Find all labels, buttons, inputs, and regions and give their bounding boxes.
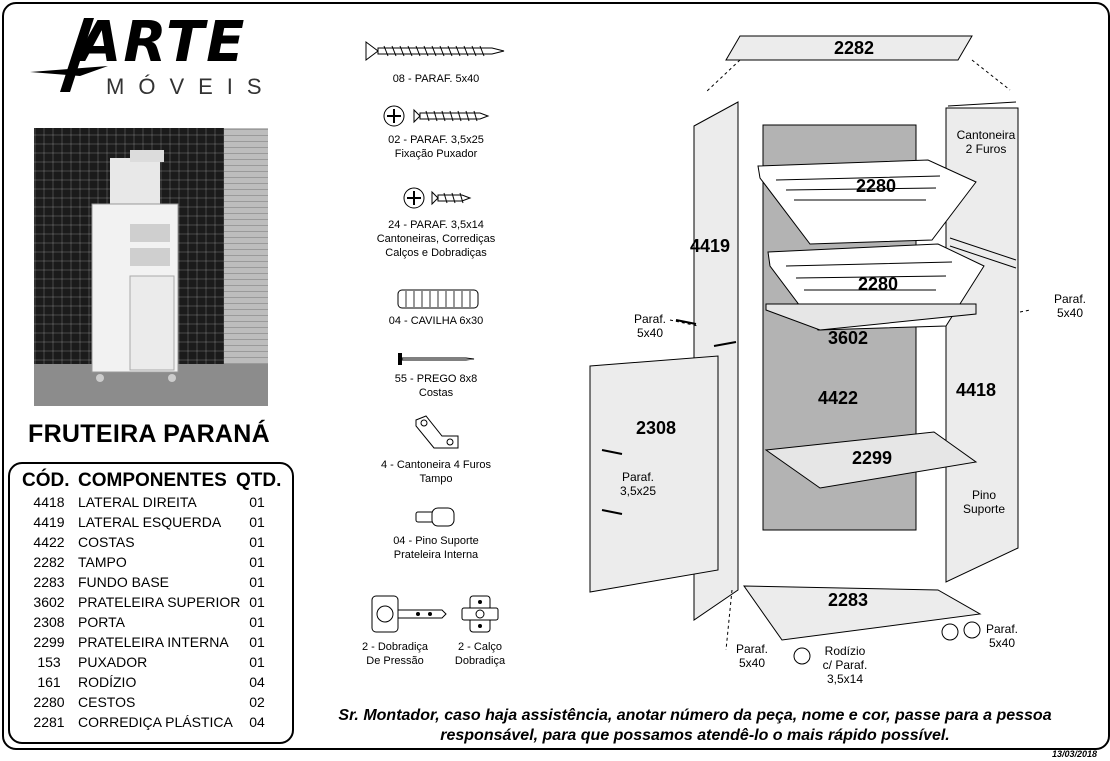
label-paraf-right: Paraf. 5x40 bbox=[1053, 292, 1086, 320]
label-cantoneira: Cantoneira 2 Furos bbox=[956, 128, 1016, 156]
part-basket-2: 2280 bbox=[858, 274, 899, 294]
table-row: 3602 PRATELEIRA SUPERIOR 01 bbox=[33, 594, 265, 610]
table-row: 2281 CORREDIÇA PLÁSTICA 04 bbox=[33, 714, 265, 730]
table-row: 2280 CESTOS 02 bbox=[33, 694, 265, 710]
nail-label: 55 - PREGO 8x8 Costas bbox=[394, 373, 478, 399]
label-paraf-bottom-right: Paraf. 5x40 bbox=[985, 622, 1018, 650]
label-paraf-left: Paraf. 5x40 bbox=[633, 312, 666, 340]
screw-35x25-icon bbox=[382, 104, 492, 128]
label-paraf-bottom-left: Paraf. 5x40 bbox=[735, 642, 768, 670]
screw-35x14-icon bbox=[402, 186, 474, 210]
part-door: 2308 bbox=[636, 418, 677, 438]
table-row: 4418 LATERAL DIREITA 01 bbox=[33, 494, 265, 510]
table-row: 2299 PRATELEIRA INTERNA 01 bbox=[33, 634, 265, 650]
product-title: FRUTEIRA PARANÁ bbox=[28, 420, 270, 448]
label-paraf-door: Paraf. 3,5x25 bbox=[619, 470, 657, 498]
screw-35x25-label: 02 - PARAF. 3,5x25 Fixação Puxador bbox=[388, 134, 484, 160]
document-date: 13/03/2018 bbox=[1052, 749, 1098, 759]
col-header-component: COMPONENTES bbox=[78, 470, 227, 491]
support-pin-icon bbox=[414, 506, 458, 528]
support-pin-label: 04 - Pino Suporte Prateleira Interna bbox=[393, 535, 479, 561]
label-rodizio: Rodízio c/ Paraf. 3,5x14 bbox=[822, 644, 868, 686]
brand-sub: MÓVEIS bbox=[106, 74, 276, 99]
table-row: 4419 LATERAL ESQUERDA 01 bbox=[33, 514, 265, 530]
assembler-note: Sr. Montador, caso haja assistência, anotar número da peça, nome e cor, passe para a pessoa responsável, para que possamos atendê-lo o mais rápido possível. bbox=[338, 707, 1052, 744]
label-pino: Pino Suporte bbox=[962, 488, 1006, 516]
part-right-side: 4418 bbox=[956, 380, 997, 400]
dowel-icon bbox=[396, 288, 480, 310]
brand-name: ARTE bbox=[78, 10, 247, 75]
hinge-label: 2 - Dobradiça De Pressão bbox=[361, 641, 429, 667]
screw-35x14-label: 24 - PARAF. 3,5x14 Cantoneiras, Corrediças Calços e Dobradiças bbox=[376, 219, 496, 259]
table-row: 4422 COSTAS 01 bbox=[33, 534, 265, 550]
col-header-code: CÓD. bbox=[22, 470, 70, 491]
table-row: 153 PUXADOR 01 bbox=[37, 654, 265, 670]
col-header-qty: QTD. bbox=[236, 470, 282, 491]
table-row: 2308 PORTA 01 bbox=[33, 614, 265, 630]
table-row: 161 RODÍZIO 04 bbox=[37, 674, 265, 690]
screw-5x40-label: 08 - PARAF. 5x40 bbox=[392, 73, 480, 85]
part-top: 2282 bbox=[834, 38, 875, 58]
hinge-shim-icon bbox=[460, 594, 500, 634]
product-photo bbox=[34, 128, 268, 406]
table-row: 2283 FUNDO BASE 01 bbox=[33, 574, 265, 590]
part-basket-1: 2280 bbox=[856, 176, 897, 196]
screw-5x40-icon bbox=[364, 38, 508, 64]
nail-icon bbox=[396, 352, 476, 366]
part-shelf-top: 3602 bbox=[828, 328, 869, 348]
table-row: 2282 TAMPO 01 bbox=[33, 554, 265, 570]
part-back: 4422 bbox=[818, 388, 859, 408]
shim-label: 2 - Calço Dobradiça bbox=[454, 641, 506, 667]
part-shelf-inner: 2299 bbox=[852, 448, 893, 468]
bracket-4-holes-icon bbox=[412, 414, 462, 454]
part-base: 2283 bbox=[828, 590, 869, 610]
part-left-side: 4419 bbox=[690, 236, 731, 256]
dowel-label: 04 - CAVILHA 6x30 bbox=[388, 315, 484, 327]
bracket-label: 4 - Cantoneira 4 Furos Tampo bbox=[380, 459, 492, 485]
hinge-icon bbox=[368, 592, 450, 636]
